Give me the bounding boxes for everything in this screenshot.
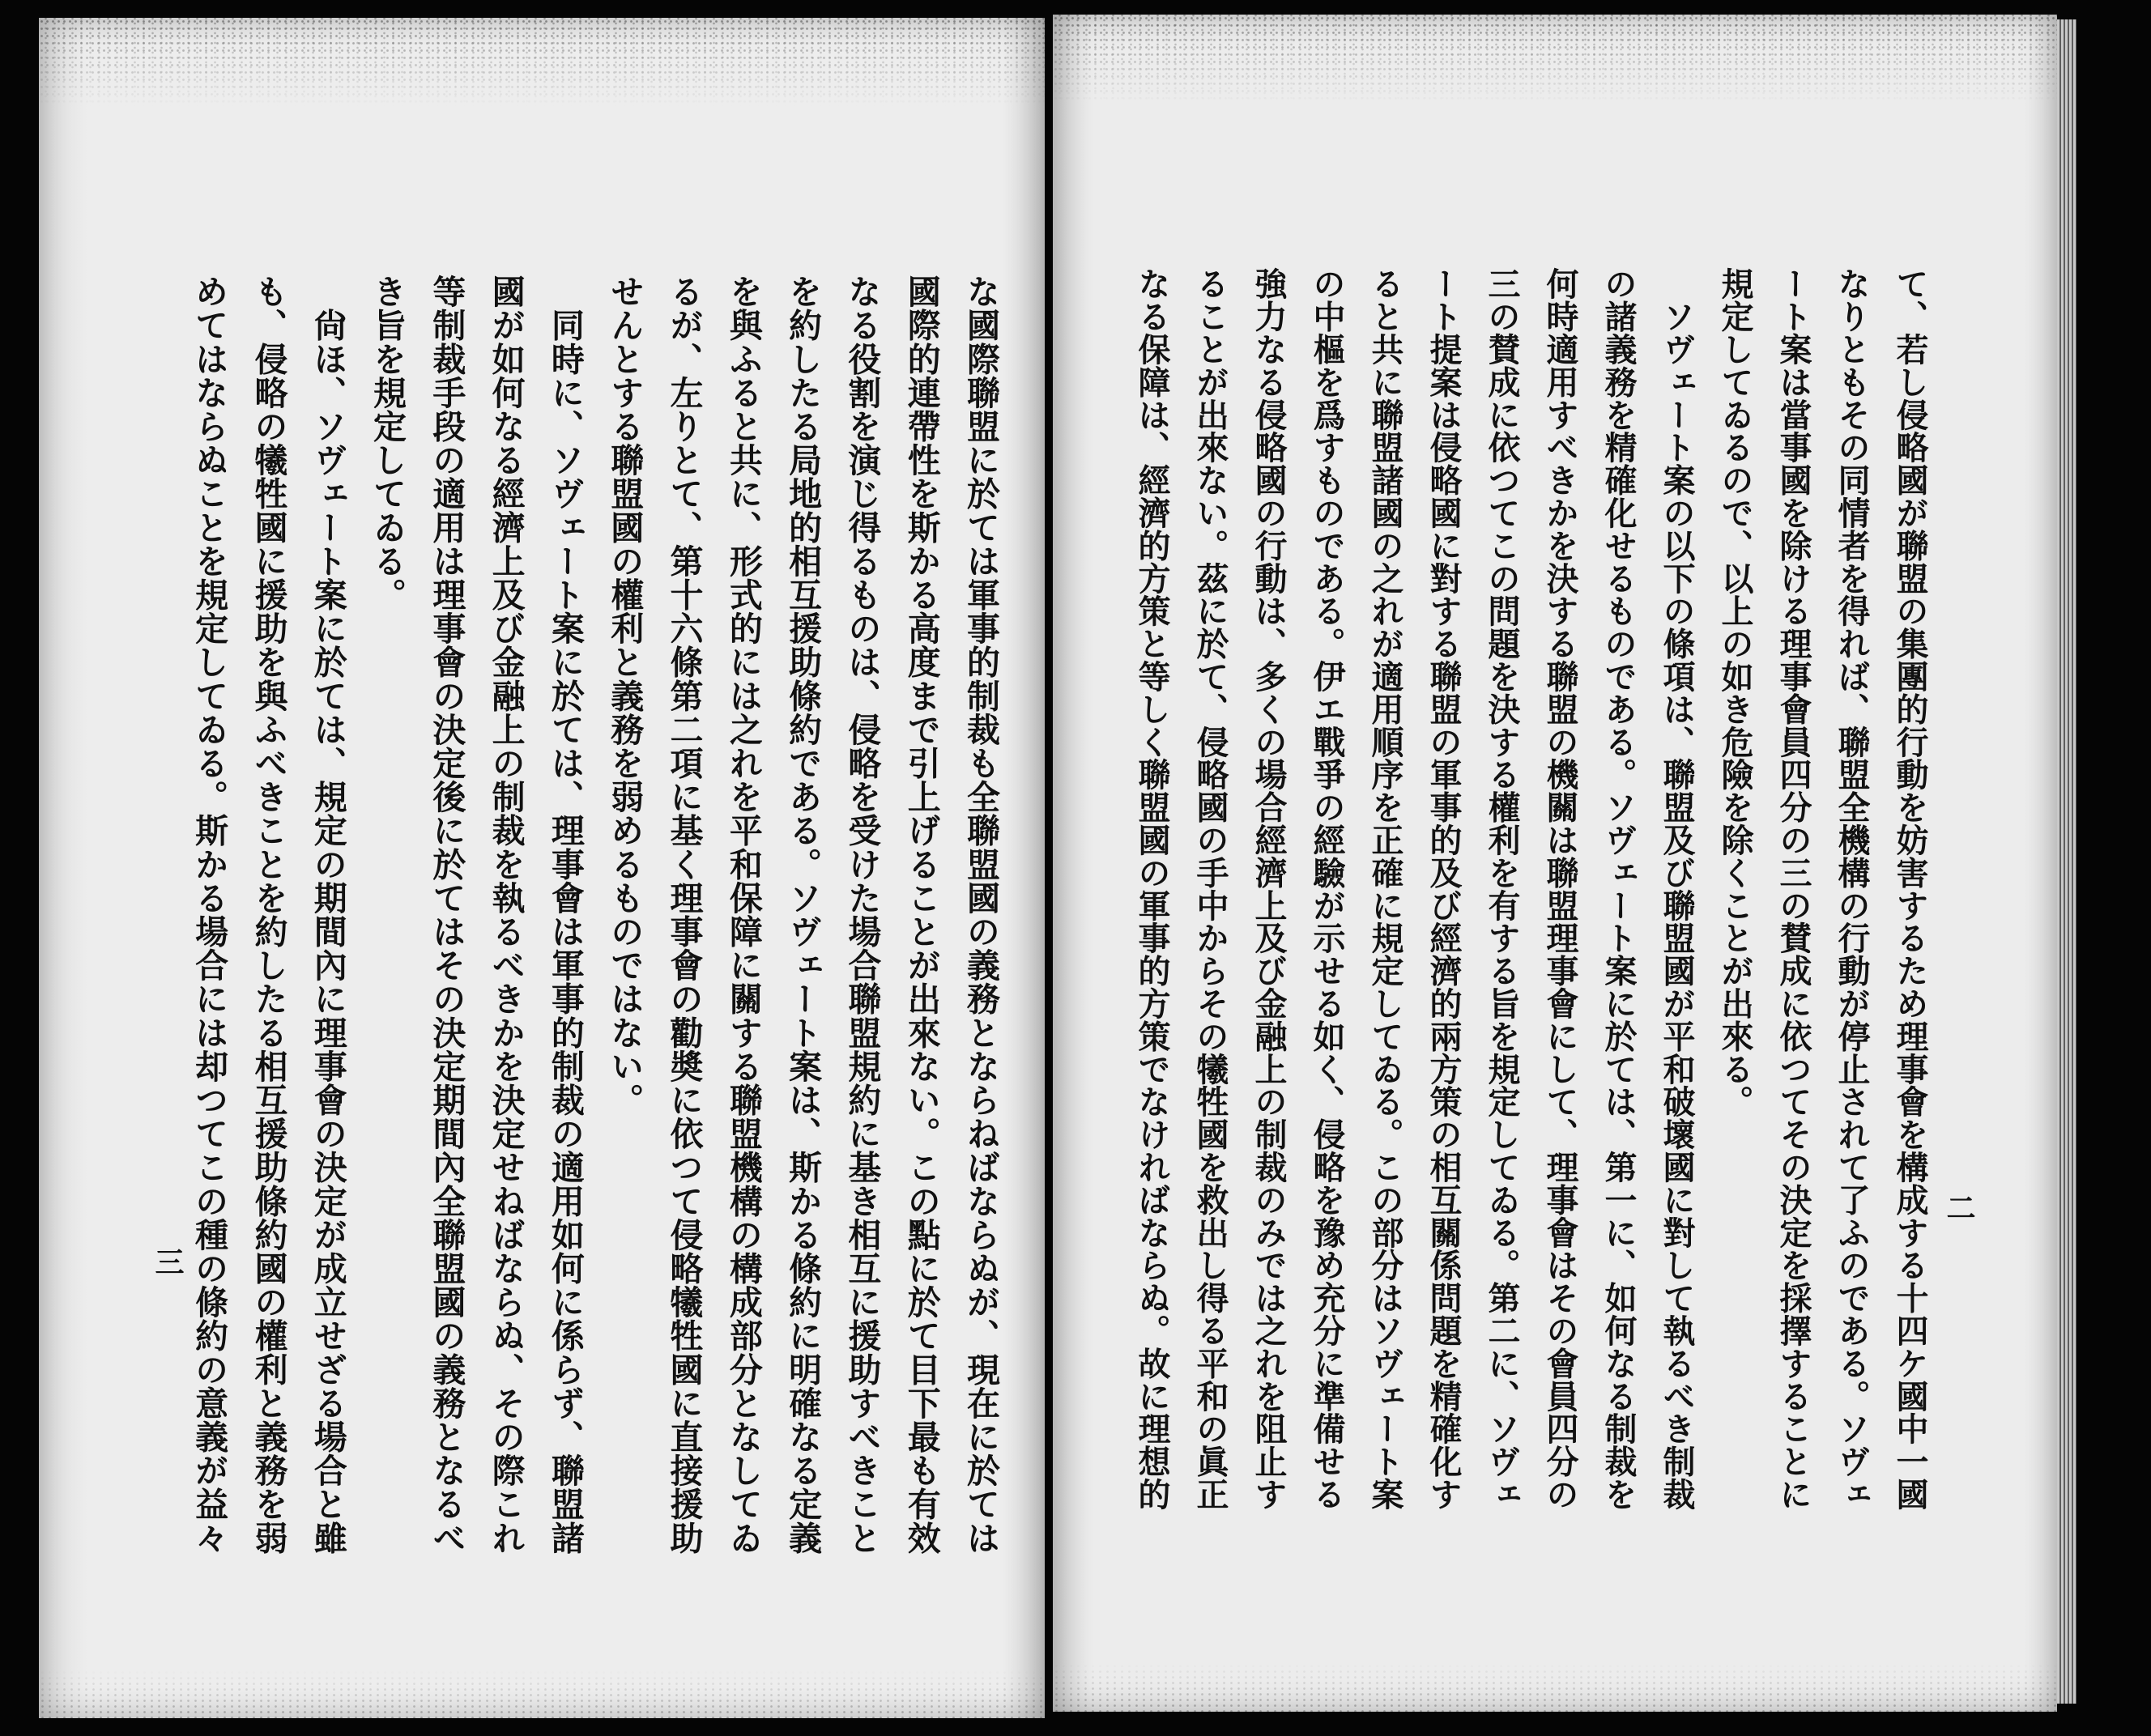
- text-column: なる役割を演じ得るものは、侵略を受けた場合聯盟規約に基き相互に援助すべきこと: [842, 274, 882, 1555]
- text-column: 強力なる侵略國の行動は、多くの場合經濟上及び金融上の制裁のみでは之れを阻止す: [1250, 267, 1288, 1511]
- left-page-text: [178, 274, 1010, 1602]
- text-column: 三の賛成に依つてこの問題を決する權利を有する旨を規定してゐる。第二に、ソヴェ: [1483, 267, 1521, 1511]
- text-column: せんとする聯盟國の權利と義務を弱めるものではない。: [605, 274, 645, 1117]
- text-column: 尙ほ、ソヴェート案に於ては、規定の期間內に理事會の決定が成立せざる場合と雖: [308, 274, 347, 1555]
- text-column: めてはならぬことを規定してゐる。斯かる場合には却つてこの種の條約の意義が益々: [190, 274, 229, 1555]
- text-column: ると共に聯盟諸國の之れが適用順序を正確に規定してゐる。この部分はソヴェート案: [1366, 267, 1404, 1511]
- right-page-text: [1122, 267, 1939, 1579]
- text-column: るが、左りとて、第十六條第二項に基く理事會の勸奬に依つて侵略犧牲國に直接援助: [664, 274, 704, 1555]
- text-column: 國が如何なる經濟上及び金融上の制裁を執るべきかを決定せねばならぬ、その際これ: [486, 274, 526, 1555]
- text-column: 規定してゐるので、以上の如き危險を除くことが出來る。: [1716, 267, 1754, 1118]
- text-column: を與ふると共に、形式的には之れを平和保障に關する聯盟機構の構成部分となしてゐ: [723, 274, 763, 1555]
- text-column: 何時適用すべきかを決する聯盟の機關は聯盟理事會にして、理事會はその會員四分の: [1541, 267, 1579, 1511]
- text-column: 同時に、ソヴェート案に於ては、理事會は軍事的制裁の適用如何に係らず、聯盟諸: [545, 274, 585, 1555]
- text-column: を約したる局地的相互援助條約である。ソヴェート案は、斯かる條約に明確なる定義: [783, 274, 823, 1555]
- text-column: も、侵略の犧牲國に援助を與ふべきことを約したる相互援助條約國の權利と義務を弱: [249, 274, 288, 1555]
- text-column: て、若し侵略國が聯盟の集團的行動を妨害するため理事會を構成する十四ケ國中一國: [1891, 267, 1929, 1511]
- text-column: 等制裁手段の適用は理事會の決定後に於てはその決定期間內全聯盟國の義務となるべ: [427, 274, 466, 1555]
- page-number: 三: [151, 1247, 185, 1276]
- text-column: ソヴェート案の以下の條項は、聯盟及び聯盟國が平和破壞國に對して執るべき制裁: [1658, 267, 1696, 1511]
- text-column: き旨を規定してゐる。: [368, 274, 407, 611]
- text-column: ることが出來ない。茲に於て、侵略國の手中からその犧牲國を救出し得る平和の眞正: [1191, 267, 1229, 1511]
- text-column: なる保障は、經濟的方策と等しく聯盟國の軍事的方策でなければならぬ。故に理想的: [1133, 267, 1171, 1511]
- text-column: ート案は當事國を除ける理事會員四分の三の賛成に依つてその決定を採擇することに: [1774, 267, 1812, 1511]
- page-number: 二: [1942, 1193, 1976, 1222]
- left-page: [39, 18, 1045, 1718]
- text-column: 國際的連帶性を斯かる高度まで引上げることが出來ない。この點に於て目下最も有效: [901, 274, 941, 1555]
- text-column: な國際聯盟に於ては軍事的制裁も全聯盟國の義務とならねばならぬが、現在に於ては: [961, 274, 1000, 1555]
- text-column: なりともその同情者を得れば、聯盟全機構の行動が停止されて了ふのである。ソヴェ: [1833, 267, 1871, 1511]
- text-column: ート提案は侵略國に對する聯盟の軍事的及び經濟的兩方策の相互關係問題を精確化す: [1425, 267, 1463, 1511]
- book-page-edges: [2057, 19, 2076, 1704]
- text-column: の中樞を爲すものである。伊エ戰爭の經驗が示せる如く、侵略を豫め充分に準備せる: [1308, 267, 1346, 1511]
- right-page: [1053, 15, 2057, 1712]
- text-column: の諸義務を精確化せるものである。ソヴェート案に於ては、第一に、如何なる制裁を: [1599, 267, 1638, 1511]
